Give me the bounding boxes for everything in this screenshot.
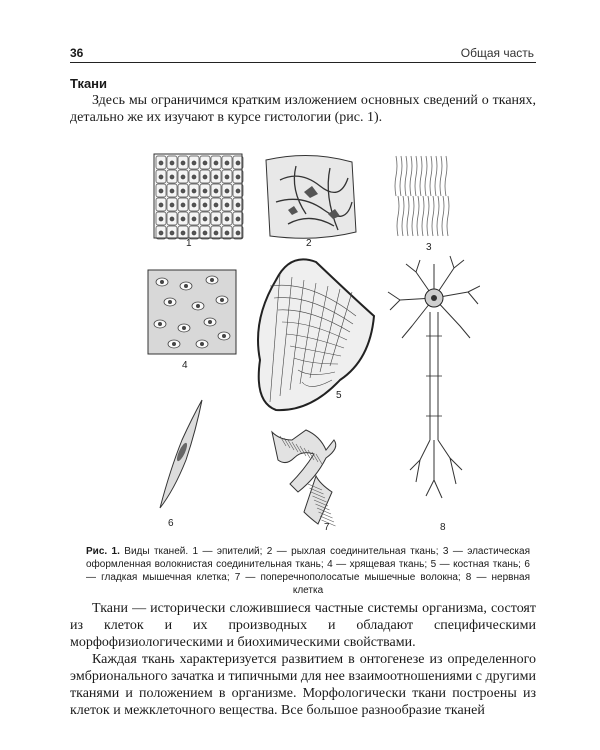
body-text bbox=[70, 600, 536, 719]
panel-label-6: 6 bbox=[168, 518, 174, 529]
panel-neuron bbox=[388, 256, 480, 533]
panel-smooth-muscle bbox=[160, 400, 202, 529]
body-paragraph-1: Ткани — исторически сложившиеся частные системы организма, состоят из клеток и их производных и обладают специфическими морфофизиологическими и биохимическими свойствами. bbox=[70, 601, 536, 650]
tissue-illustration bbox=[120, 140, 480, 540]
panel-label-7: 7 bbox=[324, 522, 330, 533]
header-rule bbox=[70, 62, 536, 63]
tissue-figure bbox=[120, 140, 480, 540]
caption-label: Рис. 1. bbox=[86, 546, 120, 557]
panel-label-5: 5 bbox=[336, 390, 342, 401]
panel-loose-connective bbox=[266, 155, 356, 249]
intro-paragraph: Здесь мы ограничимся кратким изложением основных сведений о тканях, детально же их изучают в курсе гистологии (рис. 1). bbox=[70, 93, 536, 125]
body-paragraph-2: Каждая ткань характеризуется развитием в онтогенезе из определенного эмбрионального зачатка и типичными для нее взаимоотношениями с другими тканями и положением в организме. Морфологически ткани построены из клеток и межклеточного вещества. Все большое разнообразие тканей bbox=[70, 652, 536, 718]
figure-caption bbox=[86, 545, 530, 597]
panel-label-1: 1 bbox=[186, 238, 192, 249]
caption-text: Виды тканей. 1 — эпителий; 2 — рыхлая соединительная ткань; 3 — эластическая оформленная волокнистая соединительная ткань; 4 — хрящевая ткань; 5 — костная ткань; 6 — гладкая мышечная клетка; 7 — поперечнополосатые мышечные волокна; 8 — нервная клетка bbox=[86, 546, 530, 596]
panel-cartilage bbox=[148, 270, 236, 371]
panel-label-2: 2 bbox=[306, 238, 312, 249]
panel-striated-muscle bbox=[272, 430, 336, 533]
page-number: 36 bbox=[70, 46, 84, 60]
panel-epithelium bbox=[154, 154, 243, 249]
panel-label-3: 3 bbox=[426, 242, 432, 253]
running-head: Общая часть bbox=[460, 46, 534, 60]
panel-elastic-fibrous bbox=[395, 156, 449, 253]
section-title: Ткани bbox=[70, 76, 108, 91]
panel-label-8: 8 bbox=[440, 522, 446, 533]
panel-bone bbox=[258, 259, 374, 410]
panel-label-4: 4 bbox=[182, 360, 188, 371]
